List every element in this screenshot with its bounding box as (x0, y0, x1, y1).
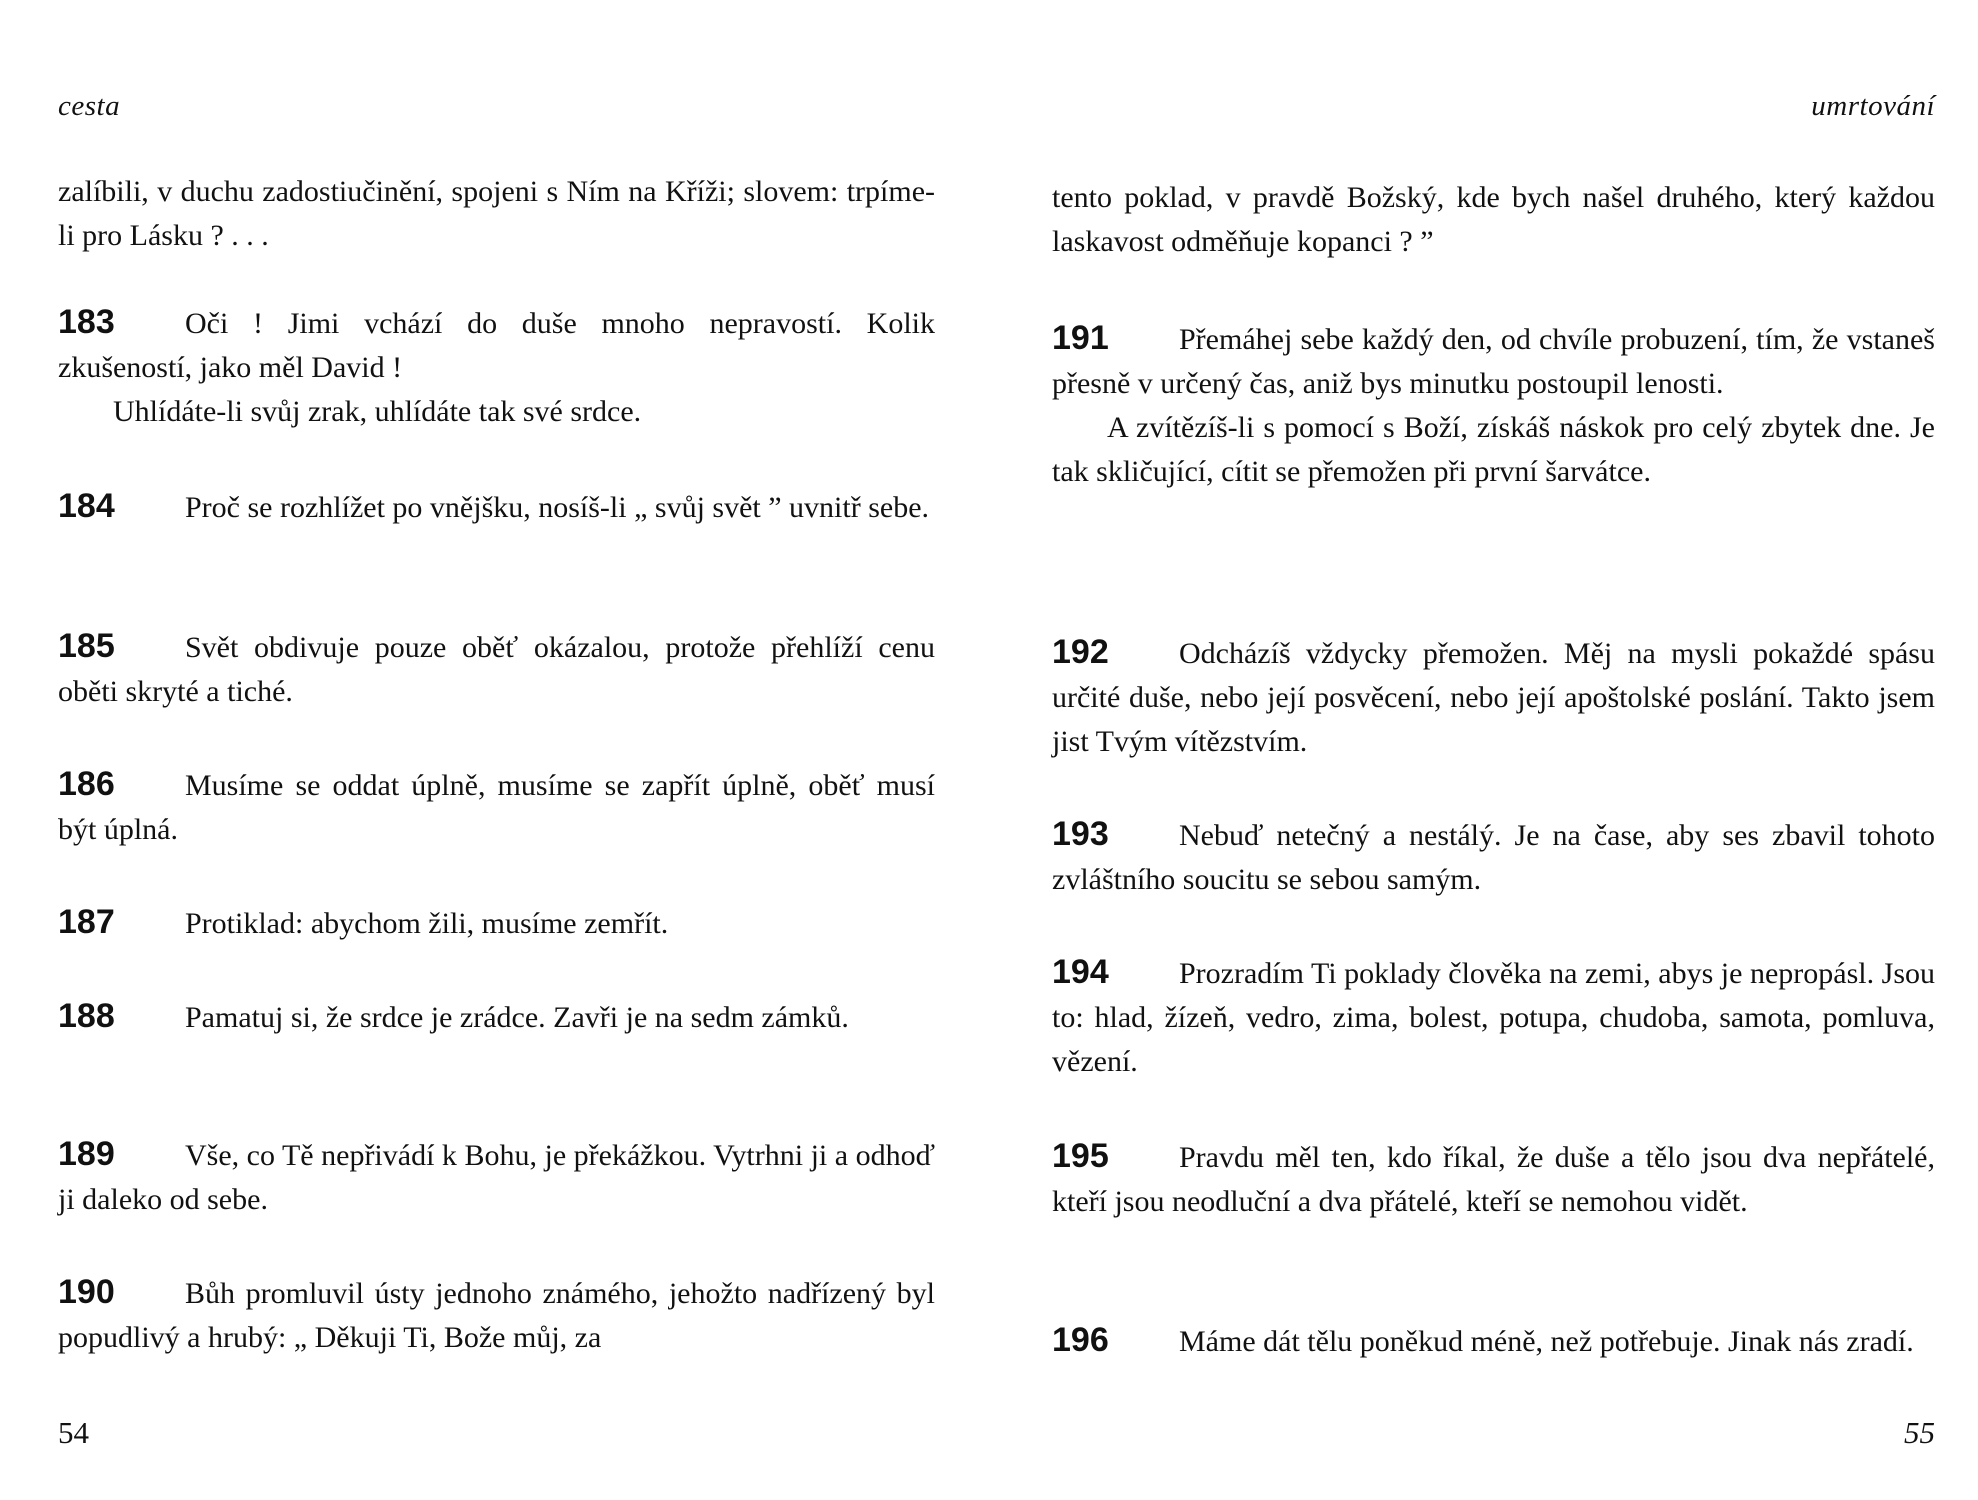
point-number: 188 (58, 997, 115, 1035)
point-183 (58, 300, 935, 434)
continuation-text-left: zalíbili, v duchu zadostiučinění, spojeni s Ním na Kříži; slovem: trpíme-li pro Lásku ? . . . (58, 175, 935, 252)
point-196 (1052, 1318, 1935, 1364)
right-page (1052, 0, 1935, 1500)
point-195 (1052, 1134, 1935, 1224)
point-text: Proč se rozhlížet po vnějšku, nosíš-li „ svůj svět ” uvnitř sebe. (185, 491, 930, 524)
point-number: 183 (58, 303, 115, 341)
point-text: Protiklad: abychom žili, musíme zemřít. (185, 907, 669, 940)
point-text: Nebuď netečný a nestálý. Je na čase, aby ses zbavil tohoto zvláštního soucitu se sebou samým. (1052, 819, 1935, 896)
point-number: 190 (58, 1273, 115, 1311)
point-number: 192 (1052, 633, 1109, 671)
point-text: Prozradím Ti poklady člověka na zemi, abys je nepropásl. Jsou to: hlad, žízeň, vedro, zima, bolest, potupa, chudoba, samota, pomluva, vězení. (1052, 957, 1935, 1078)
point-187 (58, 900, 935, 946)
point-text: Máme dát tělu poněkud méně, než potřebuje. Jinak nás zradí. (1179, 1325, 1914, 1358)
point-number: 186 (58, 765, 115, 803)
point-number: 184 (58, 487, 115, 525)
point-number: 187 (58, 903, 115, 941)
point-190 (58, 1270, 935, 1360)
running-head-left: cesta (58, 90, 121, 122)
point-text: Uhlídáte-li svůj zrak, uhlídáte tak své srdce. (113, 395, 642, 428)
point-text: Oči ! Jimi vchází do duše mnoho nepravostí. Kolik zkušeností, jako měl David ! (58, 307, 935, 384)
point-188 (58, 994, 935, 1040)
left-page (58, 0, 935, 1500)
point-text: Vše, co Tě nepřivádí k Bohu, je překážkou. Vytrhni ji a odhoď ji daleko od sebe. (58, 1139, 935, 1216)
continuation-text-right: tento poklad, v pravdě Božský, kde bych našel druhého, který každou laskavost odměňuje kopanci ? ” (1052, 181, 1935, 258)
point-number: 194 (1052, 953, 1109, 991)
point-184 (58, 484, 935, 530)
point-text: Odcházíš vždycky přemožen. Měj na mysli pokaždé spásu určité duše, nebo její posvěcení, nebo její apoštolské poslání. Takto jsem jist Tvým vítězstvím. (1052, 637, 1935, 758)
point-number: 185 (58, 627, 115, 665)
point-text: Musíme se oddat úplně, musíme se zapřít úplně, oběť musí být úplná. (58, 769, 935, 846)
point-185 (58, 624, 935, 714)
point-192 (1052, 630, 1935, 764)
point-number: 191 (1052, 319, 1109, 357)
point-191 (1052, 316, 1935, 494)
page-number-left: 54 (58, 1415, 89, 1450)
point-text: Svět obdivuje pouze oběť okázalou, protože přehlíží cenu oběti skryté a tiché. (58, 631, 935, 708)
point-text: Pravdu měl ten, kdo říkal, že duše a tělo jsou dva nepřátelé, kteří jsou neodluční a dva přátelé, kteří se nemohou vidět. (1052, 1141, 1935, 1218)
running-head-right: umrtování (1811, 90, 1935, 122)
point-text: Bůh promluvil ústy jednoho známého, jehožto nadřízený byl popudlivý a hrubý: „ Děkuji Ti, Bože můj, za (58, 1277, 935, 1354)
point-text: A zvítězíš-li s pomocí s Boží, získáš náskok pro celý zbytek dne. Je tak skličující, cítit se přemožen při první šarvátce. (1052, 411, 1935, 488)
point-text: Přemáhej sebe každý den, od chvíle probuzení, tím, že vstaneš přesně v určený čas, aniž bys minutku postoupil lenosti. (1052, 323, 1935, 400)
point-number: 195 (1052, 1137, 1109, 1175)
page-number-right: 55 (1904, 1415, 1935, 1450)
point-number: 193 (1052, 815, 1109, 853)
point-186 (58, 762, 935, 852)
point-193 (1052, 812, 1935, 902)
point-number: 196 (1052, 1321, 1109, 1359)
point-number: 189 (58, 1135, 115, 1173)
point-194 (1052, 950, 1935, 1084)
point-189 (58, 1132, 935, 1222)
point-text: Pamatuj si, že srdce je zrádce. Zavři je na sedm zámků. (185, 1001, 849, 1034)
